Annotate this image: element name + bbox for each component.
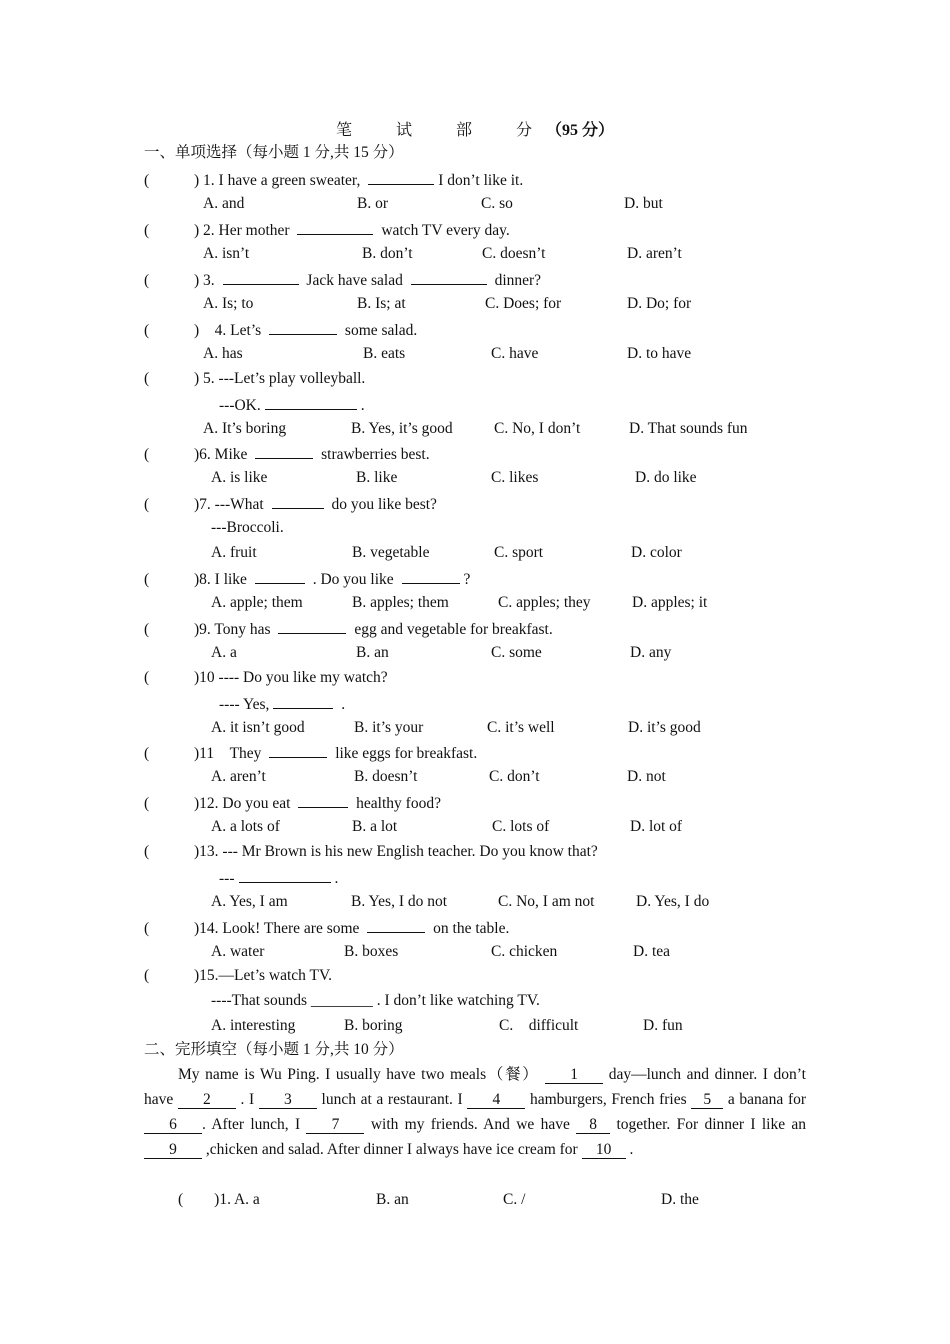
answer-blank-1[interactable] (368, 169, 434, 185)
question-7-text: )7. ---What (194, 496, 268, 513)
question-2-option-c[interactable]: C. doesn’t (482, 245, 546, 262)
answer-blank-8[interactable] (255, 568, 305, 584)
answer-blank-3-2[interactable] (411, 269, 487, 285)
cloze-blank-7[interactable]: 7 (306, 1116, 364, 1134)
question-13-text: )13. --- Mr Brown is his new English teacher. Do you know that? (194, 843, 598, 860)
cloze-blank-6[interactable]: 6 (144, 1116, 202, 1134)
cloze-blank-8[interactable]: 8 (576, 1116, 610, 1134)
question-3-option-d[interactable]: D. Do; for (627, 295, 692, 312)
answer-paren-13[interactable]: ( (144, 843, 150, 860)
question-1-option-d[interactable]: D. but (624, 195, 663, 212)
question-7-text-end: do you like best? (327, 496, 437, 513)
question-10-text: )10 ---- Do you like my watch? (194, 669, 388, 686)
question-14-option-d[interactable]: D. tea (633, 943, 671, 960)
question-5 (144, 369, 365, 389)
question-3-text-mid: Jack have salad (302, 272, 407, 289)
question-12-option-b[interactable]: B. a lot (352, 818, 398, 835)
question-15 (144, 966, 332, 986)
cloze-question-1: ( )1. A. a (178, 1191, 260, 1208)
question-9-text: )9. Tony has (194, 621, 275, 638)
question-2-option-d[interactable]: D. aren’t (627, 245, 682, 262)
answer-paren-6[interactable]: ( (144, 446, 150, 463)
question-5-reply (219, 394, 365, 416)
question-8-option-a[interactable]: A. apple; them (211, 594, 303, 611)
question-7-reply-text: ---Broccoli. (211, 519, 284, 536)
answer-blank-10[interactable] (273, 693, 333, 709)
cloze-blank-3[interactable]: 3 (259, 1091, 317, 1109)
answer-paren-12[interactable]: ( (144, 795, 150, 812)
question-2-option-a[interactable]: A. isn’t (203, 245, 250, 262)
question-15-option-d[interactable]: D. fun (643, 1017, 683, 1034)
question-15-option-a[interactable]: A. interesting (211, 1017, 296, 1034)
question-9-text-end: egg and vegetable for breakfast. (350, 621, 553, 638)
cloze-passage: My name is Wu Ping. I usually have two meals（餐） 1 day—lunch and dinner. I don’t have 2 . I 3 lunch at a restaurant. I 4 hamburgers, French fries 5 a banana for 6 . After lunch, I 7 with my friends. And we have 8 together. For dinner I like an 9 ,chicken and salad. After dinner I always have ice cream for 10 . (144, 1066, 807, 1158)
question-11-option-b[interactable]: B. doesn’t (354, 768, 418, 785)
question-9 (144, 618, 553, 640)
answer-blank-7[interactable] (272, 493, 324, 509)
question-9-option-a[interactable]: A. a (211, 644, 237, 661)
answer-blank-2[interactable] (297, 219, 373, 235)
answer-paren-14[interactable]: ( (144, 920, 150, 937)
question-12-text: )12. Do you eat (194, 795, 295, 812)
cloze-blank-9[interactable]: 9 (144, 1141, 202, 1159)
question-8-option-c[interactable]: C. apples; they (498, 594, 591, 611)
cloze-blank-10[interactable]: 10 (582, 1141, 626, 1159)
cloze-option-b[interactable]: B. an (376, 1191, 409, 1208)
question-12-option-c[interactable]: C. lots of (492, 818, 550, 835)
answer-blank-13[interactable] (239, 867, 331, 883)
question-12-text-end: healthy food? (352, 795, 441, 812)
question-5-reply-text: ---OK. (219, 397, 261, 414)
question-13-option-b[interactable]: B. Yes, I do not (351, 893, 448, 910)
section2-heading: 二、完形填空（每小题 1 分,共 10 分） (144, 1041, 404, 1058)
answer-blank-14[interactable] (367, 917, 425, 933)
question-13-reply (219, 867, 338, 889)
question-12-option-a[interactable]: A. a lots of (211, 818, 280, 835)
question-5-text: ) 5. ---Let’s play volleyball. (194, 370, 366, 387)
answer-paren-4[interactable]: ( (144, 322, 150, 339)
title-main: 笔 试 部 分 (335, 122, 546, 139)
cloze-blank-2[interactable]: 2 (178, 1091, 236, 1109)
question-1-text-end: I don’t like it. (438, 172, 524, 189)
question-7 (144, 493, 437, 515)
cloze-option-c[interactable]: C. / (503, 1191, 526, 1208)
question-6 (144, 443, 430, 465)
question-5-option-d[interactable]: D. That sounds fun (629, 420, 748, 437)
question-8 (144, 568, 470, 590)
answer-paren-8[interactable]: ( (144, 571, 150, 588)
question-4-option-a[interactable]: A. has (203, 345, 243, 362)
question-13-reply-text: --- (219, 870, 235, 887)
question-10-reply (219, 693, 345, 715)
cloze-blank-4[interactable]: 4 (467, 1091, 525, 1109)
question-9-option-d[interactable]: D. any (630, 644, 672, 661)
question-15-text: )15.—Let’s watch TV. (194, 967, 333, 984)
question-4-text: ) 4. Let’s (194, 322, 266, 339)
question-13 (144, 842, 598, 862)
question-1-text: ) 1. I have a green sweater, (194, 172, 365, 189)
question-1-option-c[interactable]: C. so (481, 195, 513, 212)
question-8-text-mid: . Do you like (308, 571, 398, 588)
question-4 (144, 319, 417, 341)
question-9-option-b[interactable]: B. an (356, 644, 389, 661)
question-15-reply (211, 991, 540, 1011)
cloze-option-d[interactable]: D. the (661, 1191, 699, 1208)
question-1 (144, 169, 523, 191)
question-14-option-b[interactable]: B. boxes (344, 943, 399, 960)
answer-blank-9[interactable] (278, 618, 346, 634)
question-9-option-c[interactable]: C. some (491, 644, 542, 661)
question-15-option-b[interactable]: B. boring (344, 1017, 403, 1034)
answer-blank-3[interactable] (223, 269, 299, 285)
question-6-text: )6. Mike (194, 446, 252, 463)
question-14-text-end: on the table. (429, 920, 510, 937)
question-7-option-c[interactable]: C. sport (494, 544, 544, 561)
answer-paren-1[interactable]: ( (144, 172, 150, 189)
question-4-option-d[interactable]: D. to have (627, 345, 692, 362)
section1-heading: 一、单项选择（每小题 1 分,共 15 分） (144, 144, 404, 161)
answer-blank-4[interactable] (269, 319, 337, 335)
answer-paren-2[interactable]: ( (144, 222, 150, 239)
question-14-option-c[interactable]: C. chicken (491, 943, 558, 960)
question-5-reply-end: . (360, 397, 365, 414)
question-11 (144, 742, 477, 764)
cloze-blank-5[interactable]: 5 (691, 1091, 723, 1109)
question-8-text: )8. I like (194, 571, 251, 588)
answer-paren-11[interactable]: ( (144, 745, 150, 762)
question-3-text: ) 3. (194, 272, 219, 289)
question-2-text: ) 2. Her mother (194, 222, 294, 239)
answer-blank-6[interactable] (255, 443, 313, 459)
question-6-option-b[interactable]: B. like (356, 469, 398, 486)
question-10-reply-end: . (337, 696, 346, 713)
question-15-reply-text: ----That sounds ________ . I don’t like watching TV. (211, 992, 540, 1009)
question-7-option-a[interactable]: A. fruit (211, 544, 257, 561)
question-11-text-end: like eggs for breakfast. (331, 745, 478, 762)
question-3 (144, 269, 541, 291)
question-13-reply-end: . (334, 870, 339, 887)
answer-paren-7[interactable]: ( (144, 496, 150, 513)
question-3-text-end: dinner? (490, 272, 542, 289)
question-15-option-c[interactable]: C. difficult (499, 1017, 579, 1034)
question-2-option-b[interactable]: B. don’t (362, 245, 413, 262)
answer-paren-15[interactable]: ( (144, 967, 150, 984)
question-6-option-a[interactable]: A. is like (211, 469, 268, 486)
question-14 (144, 917, 509, 939)
question-10-reply-text: ---- Yes, (219, 696, 270, 713)
answer-paren-9[interactable]: ( (144, 621, 150, 638)
answer-paren-5[interactable]: ( (144, 370, 150, 387)
question-7-option-d[interactable]: D. color (631, 544, 682, 561)
answer-blank-8-2[interactable] (402, 568, 460, 584)
question-7-option-b[interactable]: B. vegetable (352, 544, 430, 561)
question-3-option-c[interactable]: C. Does; for (485, 295, 562, 312)
question-10-option-b[interactable]: B. it’s your (354, 719, 424, 736)
question-6-option-d[interactable]: D. do like (635, 469, 697, 486)
question-4-option-c[interactable]: C. have (491, 345, 539, 362)
answer-paren-3[interactable]: ( (144, 272, 150, 289)
question-10-option-c[interactable]: C. it’s well (487, 719, 555, 736)
question-12 (144, 792, 441, 814)
question-3-option-a[interactable]: A. Is; to (203, 295, 254, 312)
question-5-option-c[interactable]: C. No, I don’t (494, 420, 581, 437)
question-3-option-b[interactable]: B. Is; at (357, 295, 406, 312)
answer-blank-12[interactable] (298, 792, 348, 808)
question-4-option-b[interactable]: B. eats (363, 345, 406, 362)
question-8-option-d[interactable]: D. apples; it (632, 594, 708, 611)
question-11-option-d[interactable]: D. not (627, 768, 666, 785)
question-5-option-a[interactable]: A. It’s boring (203, 420, 287, 437)
question-11-option-c[interactable]: C. don’t (489, 768, 540, 785)
question-6-text-end: strawberries best. (317, 446, 430, 463)
question-8-text-end: ? (463, 571, 471, 588)
answer-blank-5[interactable] (265, 394, 357, 410)
question-7-reply (211, 518, 284, 538)
answer-paren-10[interactable]: ( (144, 669, 150, 686)
page-title (0, 117, 950, 140)
question-5-option-b[interactable]: B. Yes, it’s good (351, 420, 453, 437)
question-13-option-c[interactable]: C. No, I am not (498, 893, 595, 910)
question-10 (144, 668, 388, 688)
question-6-option-c[interactable]: C. likes (491, 469, 539, 486)
question-14-text: )14. Look! There are some (194, 920, 364, 937)
question-4-text-end: some salad. (341, 322, 418, 339)
question-13-option-d[interactable]: D. Yes, I do (636, 893, 710, 910)
question-13-option-a[interactable]: A. Yes, I am (211, 893, 288, 910)
question-11-text: )11 They (194, 745, 266, 762)
question-1-option-a[interactable]: A. and (203, 195, 245, 212)
question-1-option-b[interactable]: B. or (357, 195, 388, 212)
question-11-option-a[interactable]: A. aren’t (211, 768, 266, 785)
answer-blank-11[interactable] (269, 742, 327, 758)
question-10-option-d[interactable]: D. it’s good (628, 719, 701, 736)
question-2-text-end: watch TV every day. (377, 222, 510, 239)
question-12-option-d[interactable]: D. lot of (630, 818, 683, 835)
question-10-option-a[interactable]: A. it isn’t good (211, 719, 305, 736)
cloze-blank-1[interactable]: 1 (545, 1066, 603, 1084)
question-14-option-a[interactable]: A. water (211, 943, 265, 960)
question-8-option-b[interactable]: B. apples; them (352, 594, 449, 611)
question-2 (144, 219, 510, 241)
title-score: （95 分） (546, 122, 615, 139)
